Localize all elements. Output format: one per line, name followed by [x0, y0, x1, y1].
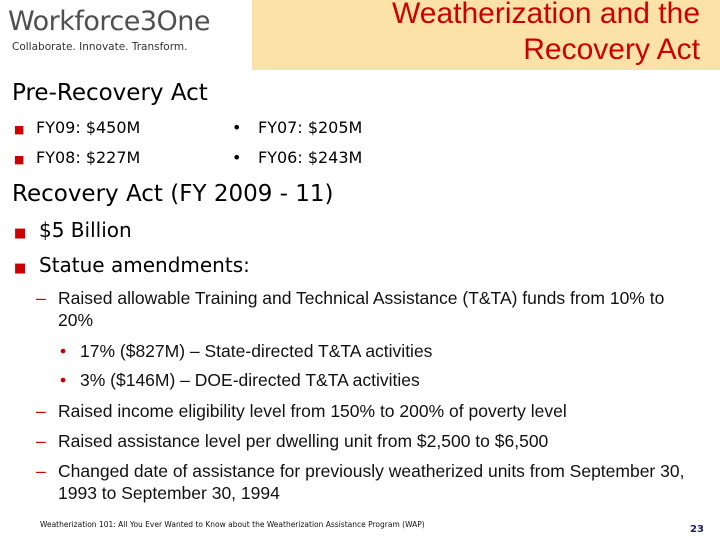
list-item: [60, 341, 432, 362]
date-change-item: Changed date of assistance for previously weatherized units from September 30, 1993 to September 30, 1994: [58, 461, 685, 503]
footer-text: Weatherization 101: All You Ever Wanted to Know about the Weatherization Assistance Program (WAP): [40, 520, 425, 529]
square-bullet-icon: ■: [14, 123, 25, 136]
assistance-level-item: Raised assistance level per dwelling unit from $2,500 to $6,500: [58, 431, 549, 451]
logo-wordmark: Workforce3One: [8, 6, 211, 37]
slide-title-line-2: Recovery Act: [523, 33, 700, 66]
fy08-item: FY08: $227M: [36, 148, 141, 167]
round-bullet-icon: •: [60, 370, 67, 390]
title-band: [252, 0, 720, 70]
slide-title-line-1: Weatherization and the: [392, 0, 700, 30]
round-bullet-icon: •: [60, 341, 67, 361]
round-bullet-icon: •: [232, 148, 242, 167]
list-item: [36, 287, 686, 333]
recovery-heading: Recovery Act (FY 2009 - 11): [12, 181, 334, 207]
header: [0, 0, 720, 70]
fy07-item: FY07: $205M: [258, 118, 363, 137]
fy06-item: FY06: $243M: [258, 148, 363, 167]
list-item: [36, 460, 686, 506]
list-item: [232, 118, 362, 137]
doe-tta-item: 3% ($146M) – DOE-directed T&TA activities: [80, 370, 420, 390]
state-tta-item: 17% ($827M) – State-directed T&TA activities: [80, 341, 433, 361]
list-item: [60, 370, 420, 391]
fy09-item: FY09: $450M: [36, 118, 141, 137]
workforce-one-logo: [8, 6, 248, 60]
square-bullet-icon: ■: [14, 261, 27, 276]
funding-item: $5 Billion: [39, 218, 132, 242]
logo-tagline: Collaborate. Innovate. Transform.: [12, 41, 188, 53]
tta-funds-item: Raised allowable Training and Technical Assistance (T&TA) funds from 10% to 20%: [58, 288, 665, 330]
slide-title: [392, 0, 700, 68]
dash-bullet-icon: –: [36, 401, 46, 421]
list-item: [36, 400, 686, 424]
list-item: [14, 148, 140, 167]
dash-bullet-icon: –: [36, 431, 46, 451]
eligibility-item: Raised income eligibility level from 150% to 200% of poverty level: [58, 401, 567, 421]
list-item: [14, 218, 132, 242]
list-item: [14, 253, 250, 277]
list-item: [232, 148, 362, 167]
pre-recovery-heading: Pre-Recovery Act: [12, 80, 208, 106]
square-bullet-icon: ■: [14, 226, 27, 241]
dash-bullet-icon: –: [36, 461, 46, 481]
round-bullet-icon: •: [232, 118, 242, 137]
page-number: 23: [690, 524, 704, 535]
square-bullet-icon: ■: [14, 153, 25, 166]
list-item: [14, 118, 140, 137]
amendments-item: Statue amendments:: [39, 253, 250, 277]
dash-bullet-icon: –: [36, 288, 46, 308]
list-item: [36, 430, 686, 454]
